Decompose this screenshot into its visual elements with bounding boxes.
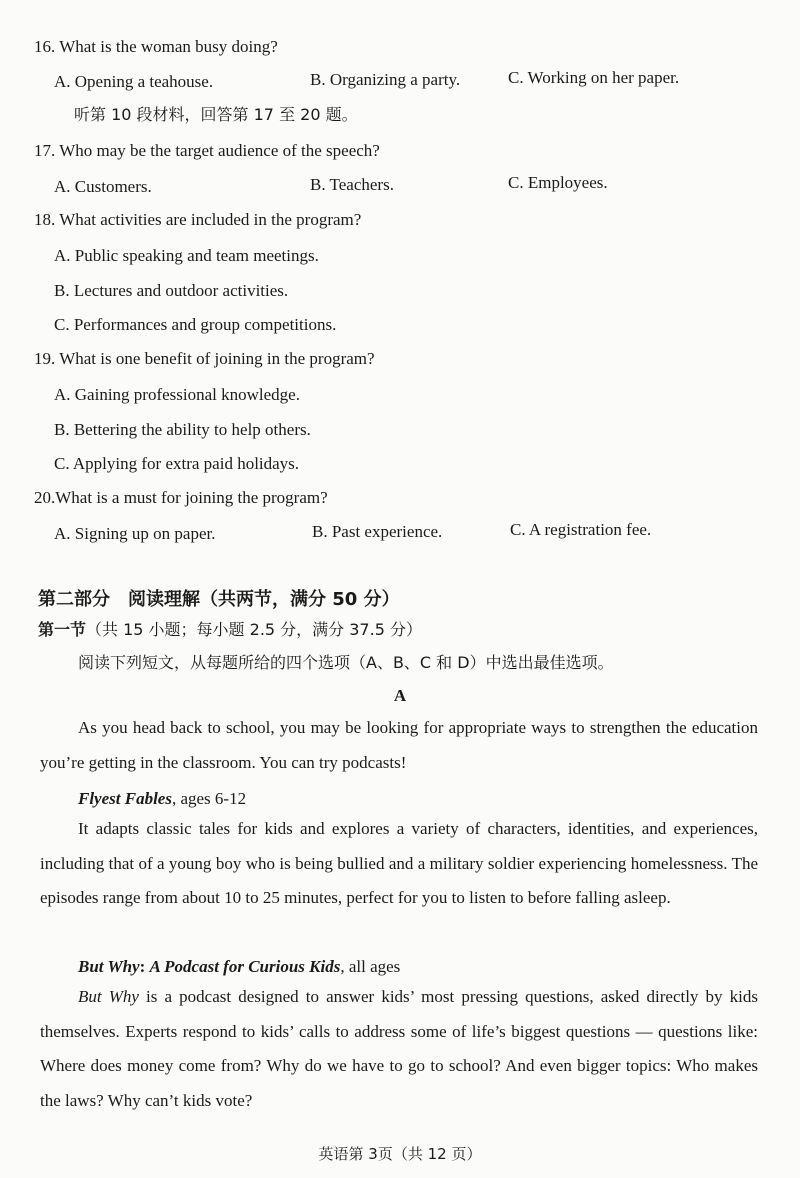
section-one-detail: （共 15 小题；每小题 2.5 分，满分 37.5 分） xyxy=(86,620,422,639)
q16-option-a: A. Opening a teahouse. xyxy=(54,72,214,91)
q18-option-a: A. Public speaking and team meetings. xyxy=(54,246,319,265)
passage-intro xyxy=(40,711,758,780)
passage-label: A xyxy=(393,686,407,705)
part-two-title: 第二部分 阅读理解（共两节，满分 50 分） xyxy=(38,589,400,610)
section-one-title: 第一节 xyxy=(38,620,87,639)
q19-option-b: B. Bettering the ability to help others. xyxy=(54,420,311,439)
q17-option-b: B. Teachers. xyxy=(310,175,394,194)
q18-option-c: C. Performances and group competitions. xyxy=(54,315,337,334)
q20-option-b: B. Past experience. xyxy=(312,522,443,541)
reading-instruction: 阅读下列短文，从每题所给的四个选项（A、B、C 和 D）中选出最佳选项。 xyxy=(78,653,614,672)
section-one-heading xyxy=(38,619,422,641)
question-18: 18. What activities are included in the program? xyxy=(34,210,362,229)
podcast-2-description-text: is a podcast designed to answer kids’ most pressing questions, asked directly by kids themselves. Experts respond to kids’ calls to address some of life’s biggest questions — questions like: Where does money come from? Why do we have to go to school? And even bigger topics: Who makes the laws? Why can’t kids vote? xyxy=(40,987,758,1110)
passage-intro-text: As you head back to school, you may be looking for appropriate ways to strengthen the education you’re getting in the classroom. You can try podcasts! xyxy=(40,718,758,772)
podcast-1-heading xyxy=(78,788,246,810)
page-footer: 英语第 3页（共 12 页） xyxy=(318,1145,482,1163)
podcast-2-ages: , all ages xyxy=(340,957,401,976)
q20-option-a: A. Signing up on paper. xyxy=(54,524,216,543)
podcast-2-heading xyxy=(78,956,400,978)
instruction-section-10: 听第 10 段材料，回答第 17 至 20 题。 xyxy=(74,105,358,124)
q19-option-a: A. Gaining professional knowledge. xyxy=(54,385,300,404)
question-16: 16. What is the woman busy doing? xyxy=(34,37,278,56)
podcast-1-description xyxy=(40,812,758,916)
podcast-1-title: Flyest Fables xyxy=(78,789,172,808)
podcast-2-title-a: But Why xyxy=(78,957,140,976)
podcast-2-title-c: A Podcast for Curious Kids xyxy=(149,957,341,976)
podcast-1-ages: , ages 6-12 xyxy=(171,789,247,808)
podcast-2-description xyxy=(40,980,758,1118)
q17-option-a: A. Customers. xyxy=(54,177,152,196)
podcast-2-title-b: : xyxy=(139,957,150,976)
question-17: 17. Who may be the target audience of the speech? xyxy=(34,141,380,160)
podcast-2-lead: But Why xyxy=(78,987,139,1006)
question-19: 19. What is one benefit of joining in the program? xyxy=(34,349,375,368)
q19-option-c: C. Applying for extra paid holidays. xyxy=(54,454,300,473)
q16-option-c: C. Working on her paper. xyxy=(508,68,680,87)
question-20: 20.What is a must for joining the program? xyxy=(34,488,328,507)
podcast-1-description-text: It adapts classic tales for kids and explores a variety of characters, identities, and experiences, including that of a young boy who is being bullied and a military soldier experiencing homelessness. The episodes range from about 10 to 25 minutes, perfect for you to listen to before falling asleep. xyxy=(40,819,758,907)
q17-option-c: C. Employees. xyxy=(508,173,608,192)
q18-option-b: B. Lectures and outdoor activities. xyxy=(54,281,289,300)
q20-option-c: C. A registration fee. xyxy=(510,520,652,539)
q16-option-b: B. Organizing a party. xyxy=(310,70,461,89)
